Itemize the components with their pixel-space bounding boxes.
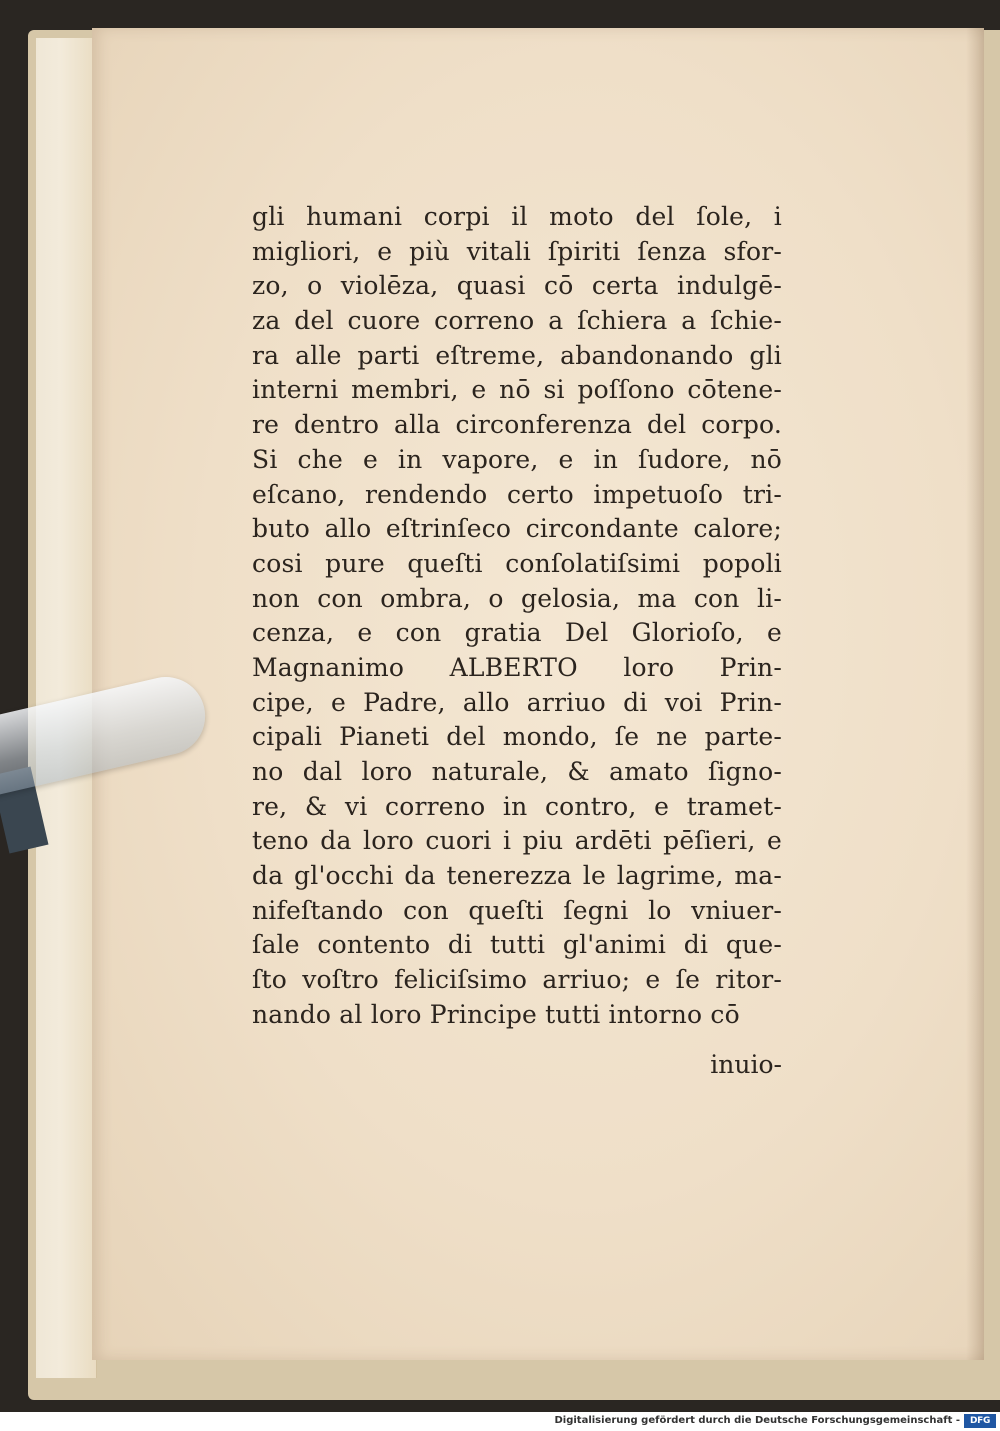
text-line: ſale contento di tutti gl'animi di que- [252,930,782,960]
text-line: no dal loro naturale, & amato ſigno- [252,757,782,786]
text-line: ra alle parti eſtreme, abandonando gli [252,340,782,370]
text-line: gli humani corpi il moto del ſole, i [252,202,782,231]
text-line: Si che e in vapore, e in ſudore, nō [252,444,782,474]
page-crease [966,28,984,1360]
footer-bar [0,1412,1000,1431]
text-line: zo, o violēza, quasi cō certa indulgē- [252,271,782,301]
dfg-logo: DFG [964,1414,996,1428]
body-text [252,200,782,1033]
text-line: interni membri, e nō si poſſono cōtene- [252,375,782,405]
text-line: teno da loro cuori i piu ardēti pēſieri, e [252,826,782,856]
digitization-credit: Digitalisierung gefördert durch die Deutsche Forschungsgemeinschaft - [554,1415,960,1426]
text-line: cosi pure queſti conſolatiſsimi popoli [252,548,782,578]
text-line: da gl'occhi da tenerezza le lagrime, ma- [252,861,782,891]
text-line: nando al loro Principe tutti intorno cō [252,999,740,1029]
text-line: ſto voſtro feliciſsimo arriuo; e ſe ritor- [252,965,782,995]
text-line: cipali Pianeti del mondo, ſe ne parte- [252,722,782,752]
text-line: non con ombra, o gelosia, ma con li- [252,583,782,613]
text-line: nifeſtando con queſti ſegni lo vniuer- [252,895,782,925]
text-line: za del cuore correno a ſchiera a ſchie- [252,306,782,336]
text-line: re, & vi correno in contro, e tramet- [252,791,782,821]
text-line: Magnanimo ALBERTO loro Prin- [252,652,782,682]
text-line: cenza, e con gratia Del Glorioſo, e [252,618,782,648]
text-line: eſcano, rendendo certo impetuoſo tri- [252,479,782,509]
catchword: inuio- [710,1050,782,1079]
text-line: migliori, e più vitali ſpiriti ſenza sfor- [252,236,782,266]
text-line: buto allo eſtrinſeco circondante calore; [252,514,782,544]
text-line: cipe, e Padre, allo arriuo di voi Prin- [252,687,782,717]
text-line: re dentro alla circonferenza del corpo. [252,410,782,440]
